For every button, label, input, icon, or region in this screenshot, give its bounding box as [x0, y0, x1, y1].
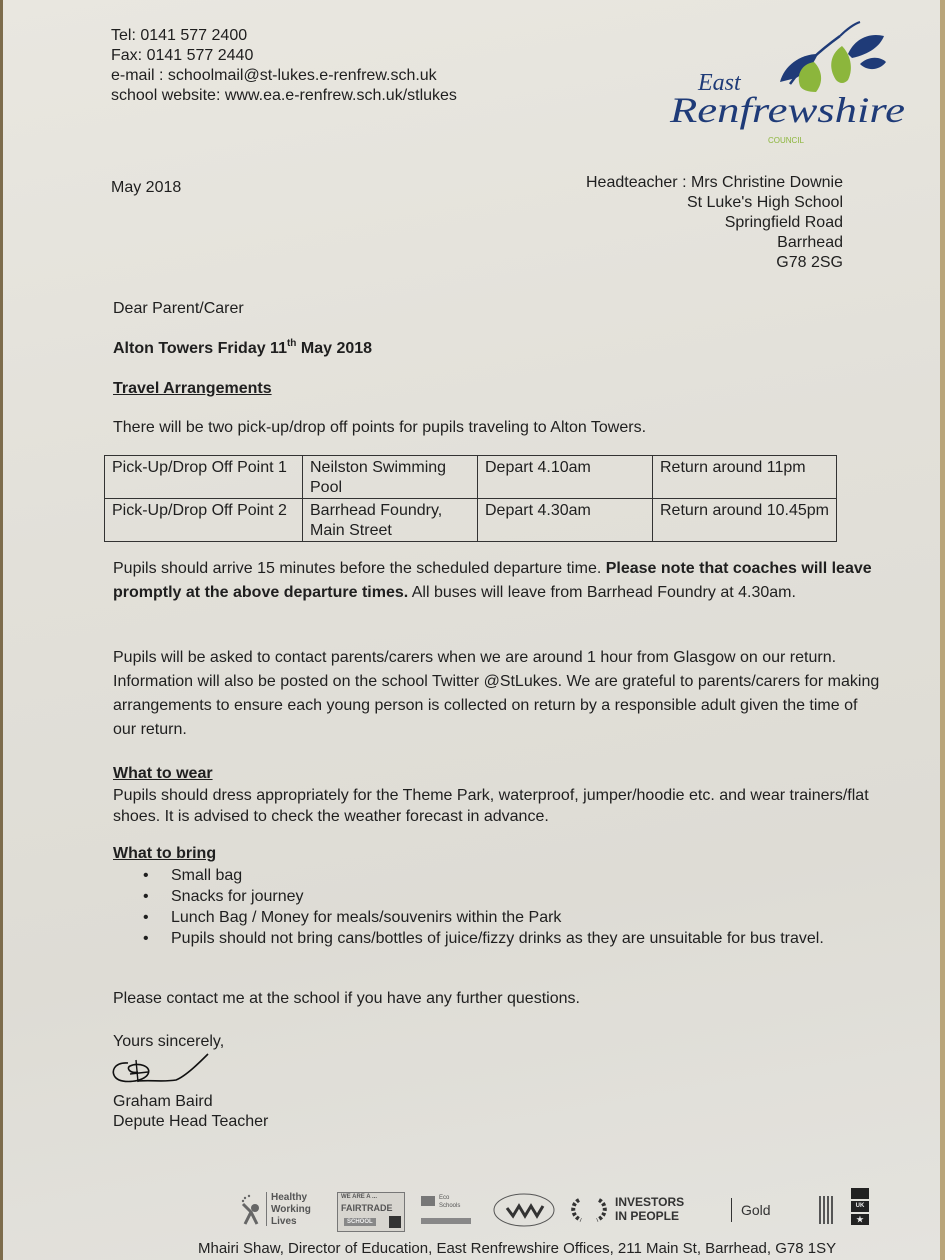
- table-row: [105, 456, 837, 499]
- wear-heading: What to wear: [113, 765, 213, 782]
- uk-standard-logo: [851, 1188, 869, 1228]
- list-item: [143, 907, 911, 928]
- signer-role: Depute Head Teacher: [113, 1113, 269, 1130]
- healthy-line: Healthy: [271, 1192, 308, 1203]
- bring-list: [113, 865, 911, 949]
- table-cell: Depart 4.10am: [478, 456, 653, 499]
- bullet-icon: •: [143, 888, 149, 905]
- healthy-working-lives-logo: [239, 1192, 319, 1228]
- salutation: Dear Parent/Carer: [113, 300, 244, 317]
- arrival-text-end: All buses will leave from Barrhead Foundry at 4.30am.: [408, 584, 796, 601]
- iip-line: INVESTORS: [615, 1195, 685, 1209]
- title-text: Alton Towers Friday 11: [113, 340, 287, 357]
- eco-line: Eco: [439, 1195, 450, 1201]
- contact-website: school website: www.ea.e-renfrew.sch.uk/stlukes: [111, 87, 457, 104]
- table-row: [105, 499, 837, 542]
- contact-tel: Tel: 0141 577 2400: [111, 27, 248, 44]
- logo-east: East: [698, 70, 741, 96]
- letter-date: May 2018: [111, 179, 182, 196]
- eco-schools-logo: [421, 1192, 477, 1228]
- list-item-text: Snacks for journey: [171, 888, 304, 905]
- fairtrade-school-logo: [337, 1192, 405, 1232]
- letter-page: [3, 0, 940, 1260]
- eco-flag-icon: [421, 1196, 435, 1206]
- arrival-emphasis: Please note that coaches will leave promptly at the above departure times.: [113, 560, 872, 601]
- letter-title: [113, 339, 372, 359]
- crown-icon: [851, 1188, 869, 1199]
- signer-name: Graham Baird: [113, 1093, 213, 1110]
- table-cell: Depart 4.30am: [478, 499, 653, 542]
- table-cell: Pick-Up/Drop Off Point 1: [105, 456, 303, 499]
- list-item-text: Small bag: [171, 867, 243, 884]
- signature: [108, 1050, 228, 1090]
- travel-table: [104, 455, 837, 542]
- laurel-wreath-icon: [569, 1196, 609, 1224]
- logo-council: COUNCIL: [768, 136, 805, 145]
- accreditation-logos: [239, 1192, 899, 1232]
- list-item: [143, 928, 911, 949]
- healthy-line: Working: [271, 1204, 311, 1215]
- fairtrade-line: WE ARE A ...: [341, 1194, 377, 1200]
- address-line: Headteacher : Mrs Christine Downie: [586, 174, 843, 191]
- address-line: Springfield Road: [724, 214, 843, 231]
- table-cell: Pick-Up/Drop Off Point 2: [105, 499, 303, 542]
- investors-in-people-logo: [615, 1195, 719, 1223]
- arrival-paragraph: [113, 557, 883, 605]
- title-ordinal: th: [286, 338, 297, 349]
- table-cell: Return around 11pm: [653, 456, 837, 499]
- leaf-icon: [780, 22, 886, 92]
- bring-heading: What to bring: [113, 845, 217, 862]
- fairtrade-line: FAIRTRADE: [341, 1203, 393, 1213]
- list-item-text: Lunch Bag / Money for meals/souvenirs within the Park: [171, 909, 562, 926]
- bullet-icon: •: [143, 867, 149, 884]
- positive-about-disabled-people-logo: [491, 1192, 557, 1228]
- contact-email: e-mail : schoolmail@st-lukes.e-renfrew.sch.uk: [111, 67, 437, 84]
- list-item: [143, 865, 911, 886]
- list-item-text: Pupils should not bring cans/bottles of juice/fizzy drinks as they are unsuitable for bus travel.: [171, 930, 824, 947]
- fairtrade-line: SCHOOL: [344, 1218, 376, 1226]
- fairtrade-mark-icon: [389, 1216, 401, 1228]
- arrival-text: Pupils should arrive 15 minutes before the scheduled departure time.: [113, 560, 606, 577]
- bullet-icon: •: [143, 930, 149, 947]
- wear-text: Pupils should dress appropriately for the Theme Park, waterproof, jumper/hoodie etc. and wear trainers/flat shoes. It is advised to check the weather forecast in advance.: [113, 787, 869, 825]
- travel-heading: Travel Arrangements: [113, 380, 272, 397]
- iip-divider: [731, 1198, 732, 1222]
- healthy-line: Lives: [271, 1216, 297, 1227]
- title-text-end: May 2018: [296, 340, 373, 357]
- logo-renfrewshire: Renfrewshire: [668, 90, 906, 130]
- address-line: G78 2SG: [776, 254, 843, 271]
- eco-line: Schools: [439, 1203, 461, 1209]
- address-line: Barrhead: [777, 234, 843, 251]
- travel-intro: There will be two pick-up/drop off points for pupils traveling to Alton Towers.: [113, 419, 647, 436]
- closing-line: Please contact me at the school if you have any further questions.: [113, 990, 580, 1007]
- iip-gold-label: Gold: [741, 1202, 771, 1218]
- table-cell: Neilston Swimming Pool: [303, 456, 478, 499]
- table-cell: Barrhead Foundry, Main Street: [303, 499, 478, 542]
- bullet-icon: •: [143, 909, 149, 926]
- customer-service-excellence-logo: [819, 1196, 835, 1224]
- east-renfrewshire-council-logo: [668, 14, 913, 146]
- contact-block: [111, 26, 457, 106]
- address-line: St Luke's High School: [686, 194, 843, 211]
- footer-address: Mhairi Shaw, Director of Education, East Renfrewshire Offices, 211 Main St, Barrhead, G78 1SY: [198, 1240, 837, 1257]
- list-item: [143, 886, 911, 907]
- star-icon: ★: [851, 1214, 869, 1225]
- signoff: Yours sincerely,: [113, 1033, 225, 1050]
- person-icon: [239, 1192, 263, 1226]
- school-address: [586, 173, 843, 273]
- background-right-edge: [940, 0, 945, 1260]
- contact-fax: Fax: 0141 577 2440: [111, 47, 254, 64]
- iip-line: IN PEOPLE: [615, 1209, 680, 1223]
- table-cell: Return around 10.45pm: [653, 499, 837, 542]
- return-paragraph: Pupils will be asked to contact parents/carers when we are around 1 hour from Glasgow on our return. Information will also be posted on the school Twitter @StLukes. We are grateful to parents/carers for making arrangements to ensure each young person is collected on return by a responsible adult given the time of our return.: [113, 649, 880, 738]
- uk-label: UK: [851, 1201, 869, 1212]
